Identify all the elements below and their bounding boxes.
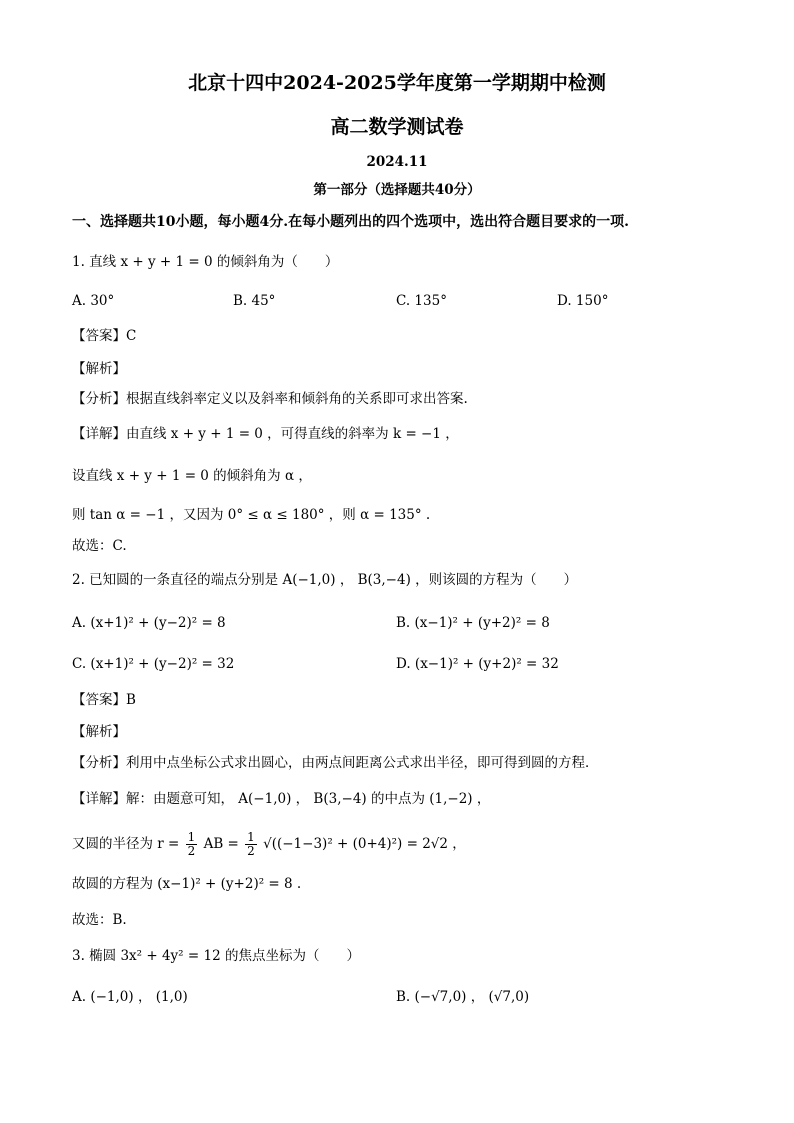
q2-answer: 【答案】B: [72, 692, 136, 708]
q3-stem: 3. 椭圆 3x² + 4y² = 12 的焦点坐标为（ ）: [72, 948, 360, 964]
q1-option-d: D. 150°: [557, 293, 609, 309]
q2-detail-2-mid: AB =: [203, 836, 239, 852]
q1-conclusion: 故选：C.: [72, 538, 127, 554]
exam-title: 北京十四中2024-2025学年度第一学期期中检测: [188, 72, 606, 94]
q1-detail-2: 设直线 x + y + 1 = 0 的倾斜角为 α ，: [72, 468, 312, 484]
q3-option-b: B. (−√7,0) ， (√7,0): [396, 989, 530, 1005]
q2-option-d: D. (x−1)² + (y+2)² = 32: [396, 656, 559, 672]
q1-option-b: B. 45°: [233, 293, 276, 309]
q1-stem: 1. 直线 x + y + 1 = 0 的倾斜角为（ ）: [72, 254, 339, 270]
q2-option-a: A. (x+1)² + (y−2)² = 8: [72, 615, 226, 631]
fraction-denominator-2: 2: [247, 844, 255, 858]
half-fraction-2: [245, 831, 257, 858]
q1-detail-1: 【详解】由直线 x + y + 1 = 0 ，可得直线的斜率为 k = −1 ，: [72, 426, 459, 442]
q2-analysis-tag: 【解析】: [72, 724, 126, 740]
q1-option-c: C. 135°: [396, 293, 447, 309]
q2-analysis: 【分析】利用中点坐标公式求出圆心，由两点间距离公式求出半径，即可得到圆的方程．: [72, 755, 599, 771]
q2-detail-2: [72, 830, 466, 858]
exam-subtitle: 高二数学测试卷: [330, 116, 464, 138]
fraction-denominator: 2: [187, 844, 196, 858]
section-instructions: 一、选择题共10小题，每小题4分.在每小题列出的四个选项中，选出符合题目要求的一项.: [72, 214, 629, 230]
q2-option-b: B. (x−1)² + (y+2)² = 8: [396, 615, 550, 631]
q1-detail-3: 则 tan α = −1 ，又因为 0° ≤ α ≤ 180° ，则 α = 135° .: [72, 507, 431, 523]
q3-option-a: A. (−1,0) ， (1,0): [72, 989, 188, 1005]
q2-detail-3: 故圆的方程为 (x−1)² + (y+2)² = 8 .: [72, 876, 302, 892]
half-fraction: [186, 831, 198, 858]
q1-answer: 【答案】C: [72, 328, 137, 344]
fraction-numerator: 1: [187, 830, 196, 844]
q1-analysis: 【分析】根据直线斜率定义以及斜率和倾斜角的关系即可求出答案.: [72, 391, 468, 407]
q2-option-c: C. (x+1)² + (y−2)² = 32: [72, 656, 235, 672]
part-heading: 第一部分（选择题共40分）: [313, 182, 481, 198]
exam-date: 2024.11: [366, 154, 428, 170]
q2-detail-1: 【详解】解：由题意可知， A(−1,0) ， B(3,−4) 的中点为 (1,−2) ，: [72, 791, 491, 807]
fraction-numerator-2: 1: [247, 830, 255, 844]
q2-detail-2-prefix: 又圆的半径为 r =: [72, 836, 180, 852]
q2-conclusion: 故选：B.: [72, 912, 127, 928]
q1-analysis-tag: 【解析】: [72, 361, 126, 377]
q2-detail-2-suffix: √((−1−3)² + (0+4)²) = 2√2 ，: [263, 836, 466, 852]
q1-option-a: A. 30°: [72, 293, 115, 309]
q2-stem: 2. 已知圆的一条直径的端点分别是 A(−1,0) ， B(3,−4) ，则该圆的方程为（ ）: [72, 572, 578, 588]
